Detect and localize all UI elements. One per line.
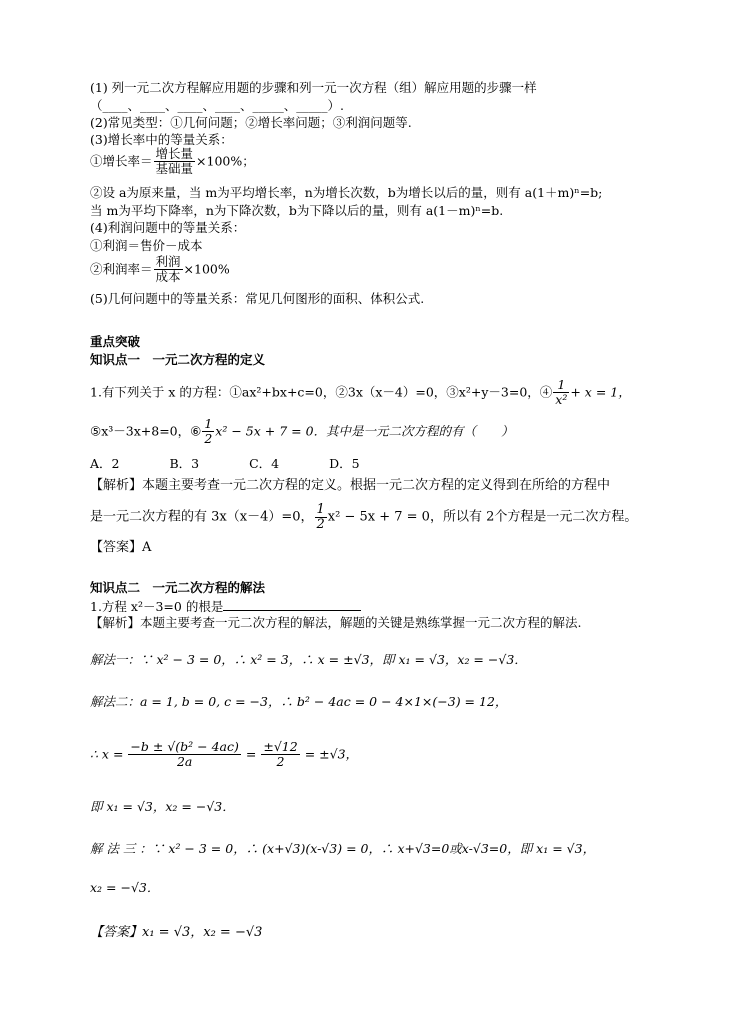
question-1-answer: 【答案】A	[90, 540, 152, 555]
profit-rate-prefix: ②利润率＝	[90, 261, 153, 277]
review-line-6: ②设 a为原来量，当 m为平均增长率，n为增长次数，b为增长以后的量，则有 a(1＋m)ⁿ=b;	[90, 185, 603, 200]
profit-rate-denominator: 成本	[155, 269, 181, 284]
question-2-text: 1.方程 x²－3=0 的根是	[90, 599, 224, 614]
review-line-4: (3)增长率中的等量关系：	[90, 132, 233, 147]
question-1-line-2	[90, 417, 514, 446]
question-1-line-1	[90, 378, 631, 407]
analysis-fraction	[315, 503, 327, 532]
equals-sign: =	[245, 746, 257, 762]
fraction-denominator: 2	[316, 517, 325, 532]
knowledge-point-2-heading: 知识点二 一元二次方程的解法	[90, 580, 266, 595]
review-line-3: (2)常见类型：①几何问题；②增长率问题；③利润问题等.	[90, 115, 412, 130]
fraction-numerator: 1	[204, 416, 213, 431]
formula-suffix: = ±√3，	[304, 746, 359, 762]
growth-rate-fraction	[154, 147, 196, 176]
growth-rate-formula	[90, 147, 255, 176]
method-2: 解法二：a = 1, b = 0, c = −3，∴ b² − 4ac = 0 − 4×1×(−3) = 12，	[90, 694, 508, 709]
knowledge-point-1-heading: 知识点一 一元二次方程的定义	[90, 352, 266, 367]
question-1-options: A．2 B．3 C．4 D．5	[90, 456, 360, 471]
question-1-text-a: 1.有下列关于 x 的方程：①ax²+bx+c=0，②3x（x－4）=0，③x²+y－3=0，④	[90, 384, 553, 400]
fraction-numerator: 1	[316, 502, 325, 517]
method-3-result: x₂ = −√3．	[90, 880, 160, 895]
review-line-7: 当 m为平均下降率，n为下降次数，b为下降以后的量，则有 a(1－m)ⁿ=b.	[90, 203, 504, 218]
growth-rate-numerator: 增长量	[155, 146, 194, 161]
growth-rate-suffix: ×100%；	[196, 153, 255, 169]
profit-rate-formula	[90, 255, 230, 284]
profit-rate-fraction	[154, 255, 183, 284]
fraction-numerator: 1	[553, 378, 569, 393]
method-3: 解 法 三 ：∵ x² − 3 = 0，∴ (x+√3)(x-√3) = 0，∴ x+√3=0或x-√3=0，即 x₁ = √3，	[90, 841, 596, 856]
analysis-text-b: x² − 5x + 7 = 0，所以有 2个方程是一元二次方程。	[327, 509, 638, 525]
answer-blank	[223, 598, 361, 611]
review-line-11: (5)几何问题中的等量关系：常见几何图形的面积、体积公式.	[90, 291, 425, 306]
fraction-numerator: ±√12	[263, 739, 298, 754]
method-2-result: 即 x₁ = √3，x₂ = −√3．	[90, 799, 235, 814]
fraction-denominator: 2	[276, 754, 285, 769]
profit-rate-numerator: 利润	[155, 254, 181, 269]
review-line-9: ①利润＝售价－成本	[90, 238, 203, 253]
review-line-1: (1) 列一元二次方程解应用题的步骤和列一元一次方程（组）解应用题的步骤一样	[90, 80, 537, 95]
section-title: 重点突破	[90, 334, 141, 349]
quadratic-formula-fraction	[128, 740, 240, 769]
question-1-fraction-1	[553, 378, 569, 407]
question-1-text-c: ⑤x³－3x+8=0，⑥	[90, 423, 202, 439]
fraction-numerator: −b ± √(b² − 4ac)	[130, 739, 239, 754]
method-2-formula	[90, 740, 358, 769]
review-line-8: (4)利润问题中的等量关系：	[90, 220, 246, 235]
question-1-text-b: + x = 1，	[570, 384, 631, 400]
profit-rate-suffix: ×100%	[183, 261, 230, 277]
growth-rate-denominator: 基础量	[155, 161, 194, 176]
fraction-denominator: 2	[204, 431, 213, 446]
question-1-analysis-line-2	[90, 503, 637, 532]
method-1: 解法一：∵ x² − 3 = 0，∴ x² = 3，∴ x = ±√3，即 x₁ = √3，x₂ = −√3．	[90, 652, 527, 667]
question-1-text-d: x² − 5x + 7 = 0．其中是一元二次方程的有（ ）	[215, 423, 514, 439]
simplified-fraction	[261, 740, 299, 769]
question-2	[90, 598, 361, 615]
question-2-answer: 【答案】x₁ = √3，x₂ = −√3	[90, 925, 263, 940]
fraction-denominator: x²	[555, 392, 568, 407]
question-1-fraction-2	[202, 417, 214, 446]
review-line-2: （____、____、____、____、_____、_____）.	[90, 98, 344, 113]
fraction-denominator: 2a	[176, 754, 193, 769]
analysis-text-a: 是一元二次方程的有 3x（x－4）=0，	[90, 509, 314, 525]
question-1-analysis-line-1: 【解析】本题主要考查一元二次方程的定义。根据一元二次方程的定义得到在所给的方程中	[90, 478, 611, 493]
question-2-analysis: 【解析】本题主要考查一元二次方程的解法，解题的关键是熟练掌握一元二次方程的解法.	[90, 615, 582, 630]
growth-rate-prefix: ①增长率＝	[90, 153, 153, 169]
formula-prefix: ∴ x =	[90, 746, 124, 762]
